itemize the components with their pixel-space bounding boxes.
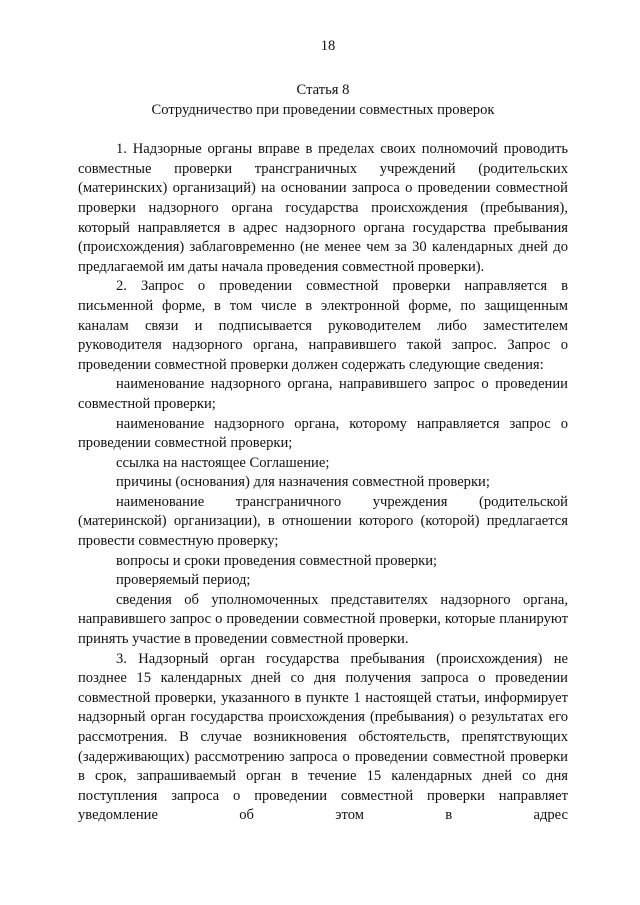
list-item-receiving-body: наименование надзорного органа, которому направляется запрос о проведении совместной проверки; xyxy=(78,415,568,452)
article-body xyxy=(78,140,568,826)
article-heading xyxy=(78,81,568,120)
list-item-institution-name: наименование трансграничного учреждения (родительской (материнской) организации), в отношении которого (которой) предлагается провести совместную проверку; xyxy=(78,493,568,550)
page-number: 18 xyxy=(320,38,336,54)
article-number: Статья 8 xyxy=(296,82,350,98)
list-item-requesting-body: наименование надзорного органа, направившего запрос о проведении совместной проверки; xyxy=(78,376,568,412)
paragraph-2: 2. Запрос о проведении совместной проверки направляется в письменной форме, в том числе в электронной форме, по защищенным каналам связи и подписывается руководителем либо заместителем руководителя надзорного органа, направившего такой запрос. Запрос о проведении совместной проверки должен содержать следующие сведения: xyxy=(78,278,568,373)
paragraph-1: 1. Надзорные органы вправе в пределах своих полномочий проводить совместные проверки трансграничных учреждений (родительских (материнских) организаций) на основании запроса о проведении совместной проверки надзорного органа государства происхождения (пребывания), который направляется в адрес надзорного органа государства пребывания (происхождения) заблаговременно (не менее чем за 30 календарных дней до предлагаемой им даты начала проведения совместной проверки). xyxy=(78,141,568,275)
list-item-audited-period: проверяемый период; xyxy=(116,572,251,589)
list-item-reasons: причины (основания) для назначения совместной проверки; xyxy=(116,474,490,491)
paragraph-3: 3. Надзорный орган государства пребывания (происхождения) не позднее 15 календарных дней со дня получения запроса о проведении совместной проверки, указанного в пункте 1 настоящей статьи, информирует надзорный орган государства происхождения (пребывания) о результатах его рассмотрения. В случае возникновения обстоятельств, препятствующих (задерживающих) рассмотрению запроса о проведении совместной проверки в срок, запрашиваемый орган в течение 15 календарных дней со дня поступления запроса о проведении совместной проверки направляет уведомление об этом в адрес xyxy=(78,650,568,824)
article-title: Сотрудничество при проведении совместных проверок xyxy=(151,101,495,118)
list-item-agreement-reference: ссылка на настоящее Соглашение; xyxy=(116,454,330,471)
list-item-representatives: сведения об уполномоченных представителях надзорного органа, направившего запрос о проведении совместной проверки, которые планируют принять участие в проведении совместной проверки. xyxy=(78,591,568,648)
list-item-questions-and-terms: вопросы и сроки проведения совместной проверки; xyxy=(116,552,438,569)
